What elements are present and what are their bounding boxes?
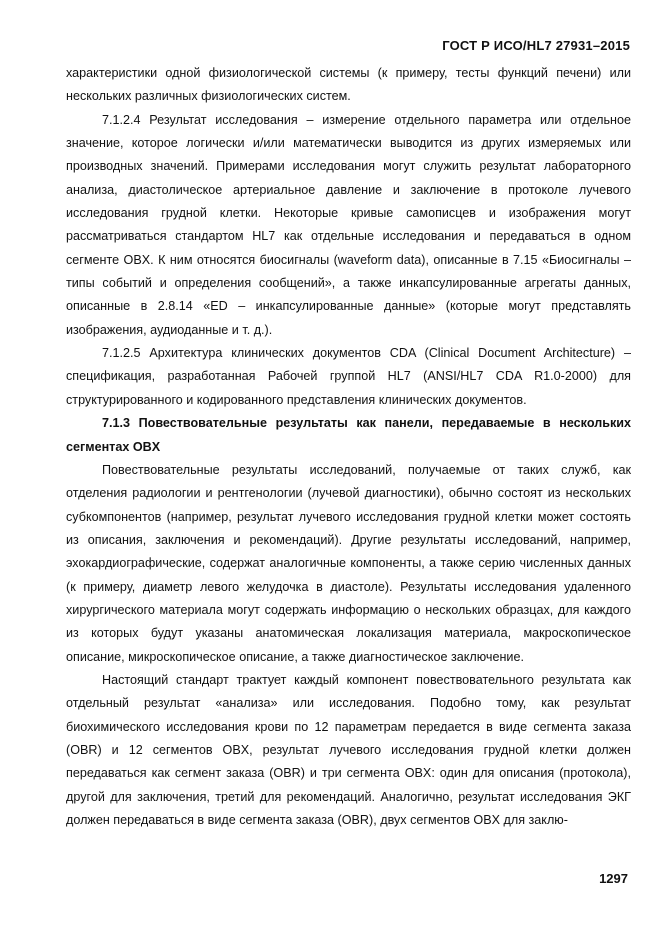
section-heading-7-1-3: 7.1.3 Повествовательные результаты как панели, передаваемые в нескольких сегментах OBX	[66, 416, 631, 454]
document-header: ГОСТ Р ИСО/HL7 27931–2015	[442, 38, 630, 53]
paragraph-continuation: характеристики одной физиологической системы (к примеру, тесты функций печени) или нескольких различных физиологических систем.	[66, 66, 631, 104]
paragraph-standard-treatment: Настоящий стандарт трактует каждый компонент повествовательного результата как отдельный результат «анализа» или исследования. Подобно тому, как результат биохимического исследования крови по 12 параметрам передается в виде сегмента заказа (OBR) и 12 сегментов OBX, результат лучевого исследования грудной клетки должен передаваться как сегмент заказа (OBR) и три сегмента OBX: один для описания (протокола), другой для заключения, третий для рекомендаций. Аналогично, результат исследования ЭКГ должен передаваться в виде сегмента заказа (OBR), двух сегментов OBX для заклю-	[66, 672, 631, 827]
page-number: 1297	[599, 871, 628, 886]
paragraph-7-1-2-4: 7.1.2.4 Результат исследования – измерение отдельного параметра или отдельное значение, которое логически и/или математически выводится из других измеряемых или производных значений. Примерами исследования могут служить результат лабораторного анализа, диастолическое артериальное давление и заключение в протоколе лучевого исследования грудной клетки. Некоторые кривые самописцев и изображения могут рассматриваться стандартом HL7 как отдельные исследования и передаваться в одном сегменте OBX. К ним относятся биосигналы (waveform data), описанные в 7.15 «Биосигналы – типы событий и определения сообщений», а также инкапсулированные агрегаты данных, описанные в 2.8.14 «ED – инкапсулированные данные» (которые могут представлять изображения, аудиоданные и т. д.).	[66, 112, 631, 337]
paragraph-narrative-results: Повествовательные результаты исследований, получаемые от таких служб, как отделения радиологии и рентгенологии (лучевой диагностики), обычно состоят из нескольких субкомпонентов (например, результат лучевого исследования грудной клетки может состоять из описания, заключения и рекомендаций). Другие результаты исследований, например, эхокардиографические, содержат аналогичные компоненты, а также серию численных данных (к примеру, диаметр левого желудочка в диастоле). Результаты исследования удаленного хирургического материала могут содержать информацию о нескольких образцах, для каждого из которых будут указаны анатомическая локализация материала, макроскопическое описание, микроскопическое описание, а также диагностическое заключение.	[66, 462, 631, 664]
paragraph-7-1-2-5: 7.1.2.5 Архитектура клинических документов CDA (Clinical Document Architecture) – спецификация, разработанная Рабочей группой HL7 (ANSI/HL7 CDA R1.0-2000) для структурированного и кодированного представления клинических документов.	[66, 346, 631, 407]
document-body	[66, 62, 631, 832]
